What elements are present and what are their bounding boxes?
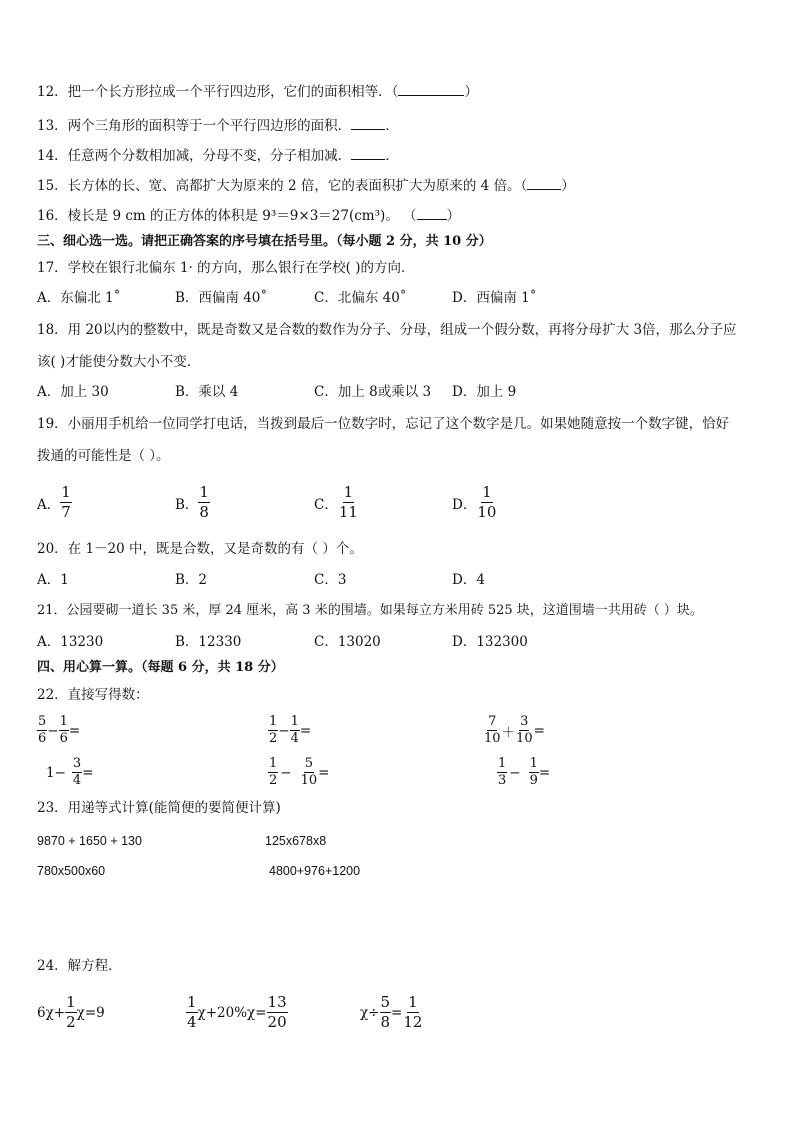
option-b[interactable]: B．2 bbox=[175, 572, 208, 588]
question-17: 17．学校在银行北偏东 1· 的方向，那么银行在学校( )的方向． bbox=[37, 260, 415, 276]
equation: $\frac{1}{4}$ χ+20%χ= $\frac{13}{20}$ bbox=[187, 993, 287, 1031]
answer-blank[interactable] bbox=[351, 117, 385, 130]
option-a[interactable]: A．13230 bbox=[37, 634, 104, 650]
question-12: 12．把一个长方形拉成一个平行四边形，它们的面积相等．（ ） bbox=[37, 84, 478, 100]
question-23: 23．用递等式计算(能简便的要简便计算) bbox=[37, 800, 281, 816]
option-d[interactable]: D．西偏南 1˚ bbox=[452, 290, 537, 306]
calculation-item: 125x678x8 bbox=[265, 834, 327, 848]
expression: 1− $\frac{3}{4}$ = bbox=[46, 756, 94, 788]
option-b[interactable]: B．12330 bbox=[175, 634, 242, 650]
fraction: $\frac{1}{8}$ bbox=[199, 483, 209, 521]
section-heading-4: 四、用心算一算。（每题 6 分，共 18 分） bbox=[37, 660, 284, 675]
question-24: 24．解方程． bbox=[37, 958, 122, 974]
question-20: 20．在 1－20 中，既是合数，又是奇数的有（ ）个。 bbox=[37, 541, 363, 557]
question-21: 21．公园要砌一道长 35 米，厚 24 厘米，高 3 米的围墙。如果每立方米用砖 525 块，这道围墙一共用砖（ ）块。 bbox=[37, 603, 703, 618]
option-c[interactable]: C．3 bbox=[314, 572, 347, 588]
equation: 6χ+ $\frac{1}{2}$ χ=9 bbox=[37, 993, 105, 1031]
option-b[interactable]: B．乘以 4 bbox=[175, 384, 239, 400]
question-16: 16．棱长是 9 cm 的正方体的体积是 9³＝9×3＝27(cm³)。 （ ） bbox=[37, 208, 461, 224]
option-a[interactable]: A． $\frac{1}{7}$ bbox=[37, 483, 71, 521]
option-d[interactable]: D． $\frac{1}{10}$ bbox=[452, 483, 497, 521]
option-a[interactable]: A．加上 30 bbox=[37, 384, 109, 400]
expression: $\frac{1}{2}$ − $\frac{5}{10}$ = bbox=[269, 756, 330, 788]
section-heading-3: 三、细心选一选。请把正确答案的序号填在括号里。（每小题 2 分，共 10 分） bbox=[37, 234, 492, 249]
fraction: $\frac{1}{10}$ bbox=[477, 483, 497, 521]
question-22: 22．直接写得数： bbox=[37, 687, 149, 703]
calculation-item: 4800+976+1200 bbox=[269, 864, 361, 878]
fraction: $\frac{1}{11}$ bbox=[338, 483, 358, 521]
expression: $\frac{5}{6}$ − $\frac{1}{6}$ = bbox=[38, 714, 81, 746]
option-d[interactable]: D．加上 9 bbox=[452, 384, 517, 400]
option-b[interactable]: B． $\frac{1}{8}$ bbox=[175, 483, 209, 521]
expression: $\frac{7}{10}$ ＋ $\frac{3}{10}$ = bbox=[484, 714, 545, 746]
answer-blank[interactable] bbox=[398, 83, 464, 96]
equation: χ÷ $\frac{5}{8}$ = $\frac{1}{12}$ bbox=[360, 993, 423, 1031]
calculation-item: 9870 + 1650 + 130 bbox=[37, 834, 142, 848]
expression: $\frac{1}{3}$ − $\frac{1}{9}$ = bbox=[498, 756, 551, 788]
question-13: 13．两个三角形的面积等于一个平行四边形的面积． ． bbox=[37, 118, 399, 134]
question-18-line-1: 18．用 20以内的整数中，既是奇数又是合数的数作为分子、分母，组成一个假分数，再将分母扩大 3倍，那么分子应 bbox=[37, 322, 737, 338]
answer-blank[interactable] bbox=[417, 207, 447, 220]
question-19-line-2: 拨通的可能性是（ ）。 bbox=[37, 448, 170, 464]
option-c[interactable]: C．加上 8或乘以 3 bbox=[314, 384, 432, 400]
option-d[interactable]: D．4 bbox=[452, 572, 485, 588]
expression: $\frac{1}{2}$ − $\frac{1}{4}$ = bbox=[269, 714, 312, 746]
option-b[interactable]: B．西偏南 40˚ bbox=[175, 290, 268, 306]
question-14: 14．任意两个分数相加减，分母不变，分子相加减． ． bbox=[37, 148, 399, 164]
option-c[interactable]: C．13020 bbox=[314, 634, 381, 650]
option-d[interactable]: D．132300 bbox=[452, 634, 528, 650]
option-c[interactable]: C．北偏东 40˚ bbox=[314, 290, 407, 306]
answer-blank[interactable] bbox=[351, 147, 385, 160]
option-a[interactable]: A．1 bbox=[37, 572, 69, 588]
question-19-line-1: 19．小丽用手机给一位同学打电话，当拨到最后一位数字时，忘记了这个数字是几。如果她随意按一个数字键，恰好 bbox=[37, 416, 730, 432]
question-15: 15．长方体的长、宽、高都扩大为原来的 2 倍，它的表面积扩大为原来的 4 倍。（ ） bbox=[37, 178, 575, 194]
answer-blank[interactable] bbox=[527, 177, 561, 190]
calculation-item: 780x500x60 bbox=[37, 864, 106, 878]
option-a[interactable]: A．东偏北 1˚ bbox=[37, 290, 121, 306]
option-c[interactable]: C． $\frac{1}{11}$ bbox=[314, 483, 358, 521]
fraction: $\frac{1}{7}$ bbox=[61, 483, 71, 521]
question-18-line-2: 该( )才能使分数大小不变． bbox=[37, 354, 201, 370]
